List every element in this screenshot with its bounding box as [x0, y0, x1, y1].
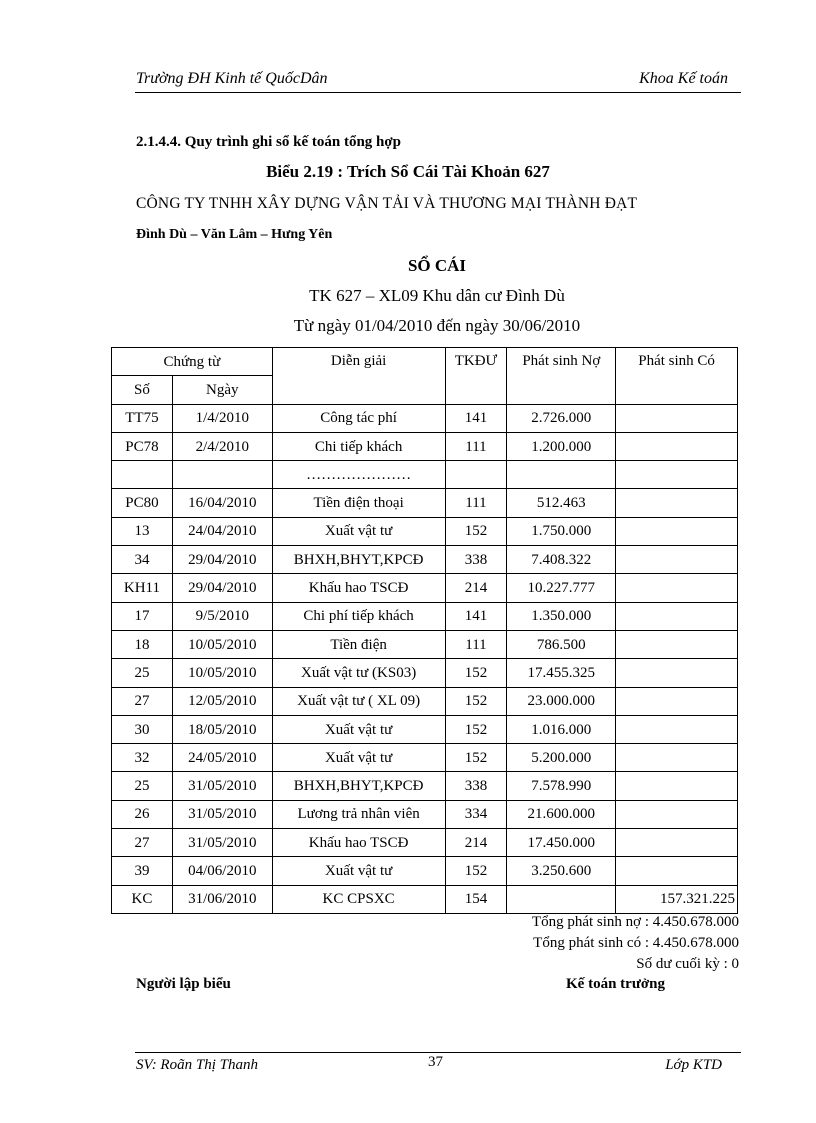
header-number: Số — [112, 376, 173, 404]
cell-credit — [616, 574, 738, 602]
cell-number: 17 — [112, 602, 173, 630]
cell-number: 34 — [112, 546, 173, 574]
cell-credit — [616, 744, 738, 772]
table-row — [112, 772, 738, 800]
cell-date: 24/04/2010 — [172, 517, 272, 545]
cell-debit: 17.455.325 — [507, 659, 616, 687]
cell-debit: 2.726.000 — [507, 404, 616, 432]
table-row — [112, 546, 738, 574]
cell-credit — [616, 602, 738, 630]
header-voucher: Chứng từ — [112, 348, 273, 376]
ledger-body — [112, 404, 738, 913]
cell-description: Xuất vật tư — [272, 517, 445, 545]
cell-number: 39 — [112, 857, 173, 885]
total-debit: Tổng phát sinh nợ : 4.450.678.000 — [531, 914, 739, 930]
cell-description: Tiền điện — [272, 630, 445, 658]
cell-number: KH11 — [112, 574, 173, 602]
table-row — [112, 885, 738, 913]
cell-date: 31/05/2010 — [172, 800, 272, 828]
cell-date: 24/05/2010 — [172, 744, 272, 772]
table-row — [112, 489, 738, 517]
cell-description: Xuất vật tư — [272, 744, 445, 772]
cell-credit — [616, 432, 738, 460]
cell-account: 334 — [445, 800, 507, 828]
cell-number: 30 — [112, 715, 173, 743]
cell-description: Tiền điện thoại — [272, 489, 445, 517]
table-row — [112, 404, 738, 432]
table-row — [112, 687, 738, 715]
cell-credit — [616, 772, 738, 800]
figure-title: Biểu 2.19 : Trích Sổ Cái Tài Khoản 627 — [266, 162, 550, 181]
cell-account: 338 — [445, 546, 507, 574]
cell-debit: 1.200.000 — [507, 432, 616, 460]
table-row — [112, 630, 738, 658]
cell-credit — [616, 857, 738, 885]
cell-account: 338 — [445, 772, 507, 800]
cell-debit: 17.450.000 — [507, 829, 616, 857]
total-credit: Tổng phát sinh có : 4.450.678.000 — [533, 935, 739, 951]
cell-credit: 157.321.225 — [616, 885, 738, 913]
cell-number: 25 — [112, 772, 173, 800]
cell-date: 9/5/2010 — [172, 602, 272, 630]
cell-description: Chi phí tiếp khách — [272, 602, 445, 630]
cell-date: 16/04/2010 — [172, 489, 272, 517]
cell-debit: 786.500 — [507, 630, 616, 658]
cell-credit — [616, 800, 738, 828]
table-row — [112, 517, 738, 545]
cell-debit: 10.227.777 — [507, 574, 616, 602]
ending-balance: Số dư cuối kỳ : 0 — [636, 956, 739, 972]
footer-rule — [135, 1052, 741, 1053]
cell-description: Xuất vật tư ( XL 09) — [272, 687, 445, 715]
cell-debit: 1.350.000 — [507, 602, 616, 630]
cell-account: 141 — [445, 602, 507, 630]
ledger-title: SỔ CÁI — [407, 256, 467, 275]
cell-credit — [616, 659, 738, 687]
cell-account: 152 — [445, 857, 507, 885]
cell-debit: 1.016.000 — [507, 715, 616, 743]
header-description: Diễn giải — [272, 348, 445, 405]
cell-date — [172, 461, 272, 489]
cell-account: 152 — [445, 744, 507, 772]
cell-description: Lương trả nhân viên — [272, 800, 445, 828]
cell-credit — [616, 461, 738, 489]
table-row — [112, 800, 738, 828]
signature-chief-accountant: Kế toán trưởng — [566, 976, 665, 992]
table-row — [112, 715, 738, 743]
cell-credit — [616, 630, 738, 658]
cell-description: Khấu hao TSCĐ — [272, 829, 445, 857]
cell-credit — [616, 404, 738, 432]
cell-date: 29/04/2010 — [172, 546, 272, 574]
cell-account: 111 — [445, 432, 507, 460]
cell-credit — [616, 829, 738, 857]
cell-date: 04/06/2010 — [172, 857, 272, 885]
cell-number: 25 — [112, 659, 173, 687]
cell-account: 214 — [445, 574, 507, 602]
footer-class: Lớp KTD — [665, 1057, 722, 1073]
cell-number: 13 — [112, 517, 173, 545]
cell-account — [445, 461, 507, 489]
header-date: Ngày — [172, 376, 272, 404]
cell-credit — [616, 517, 738, 545]
header-credit: Phát sinh Có — [616, 348, 738, 405]
cell-debit — [507, 885, 616, 913]
cell-description: Công tác phí — [272, 404, 445, 432]
company-address: Đình Dù – Văn Lâm – Hưng Yên — [136, 227, 333, 242]
cell-description: Khấu hao TSCĐ — [272, 574, 445, 602]
cell-date: 2/4/2010 — [172, 432, 272, 460]
ledger-table — [111, 347, 738, 914]
header-debit: Phát sinh Nợ — [507, 348, 616, 405]
table-row — [112, 574, 738, 602]
company-name: CÔNG TY TNHH XÂY DỰNG VẬN TẢI VÀ THƯƠNG MẠI THÀNH ĐẠT — [136, 195, 638, 212]
cell-description: KC CPSXC — [272, 885, 445, 913]
cell-account: 152 — [445, 659, 507, 687]
cell-date: 18/05/2010 — [172, 715, 272, 743]
cell-number: 18 — [112, 630, 173, 658]
cell-number: KC — [112, 885, 173, 913]
cell-account: 154 — [445, 885, 507, 913]
cell-debit: 21.600.000 — [507, 800, 616, 828]
table-row — [112, 432, 738, 460]
cell-credit — [616, 715, 738, 743]
table-row — [112, 744, 738, 772]
period-line: Từ ngày 01/04/2010 đến ngày 30/06/2010 — [293, 316, 581, 335]
table-row — [112, 857, 738, 885]
account-line: TK 627 – XL09 Khu dân cư Đình Dù — [309, 286, 565, 305]
cell-description: BHXH,BHYT,KPCĐ — [272, 546, 445, 574]
cell-debit: 3.250.600 — [507, 857, 616, 885]
cell-date: 29/04/2010 — [172, 574, 272, 602]
cell-date: 12/05/2010 — [172, 687, 272, 715]
cell-number: 32 — [112, 744, 173, 772]
cell-debit: 5.200.000 — [507, 744, 616, 772]
cell-debit: 1.750.000 — [507, 517, 616, 545]
cell-debit — [507, 461, 616, 489]
cell-debit: 7.408.322 — [507, 546, 616, 574]
cell-debit: 7.578.990 — [507, 772, 616, 800]
signature-preparer: Người lập biểu — [136, 976, 231, 992]
cell-credit — [616, 489, 738, 517]
cell-number: 27 — [112, 829, 173, 857]
cell-description: BHXH,BHYT,KPCĐ — [272, 772, 445, 800]
cell-description: ………………… — [272, 461, 445, 489]
cell-account: 214 — [445, 829, 507, 857]
section-title: 2.1.4.4. Quy trình ghi sổ kế toán tổng hợp — [136, 134, 402, 150]
cell-credit — [616, 546, 738, 574]
table-row — [112, 829, 738, 857]
cell-number: 26 — [112, 800, 173, 828]
table-row — [112, 659, 738, 687]
cell-account: 141 — [445, 404, 507, 432]
cell-date: 31/05/2010 — [172, 772, 272, 800]
cell-description: Xuất vật tư — [272, 715, 445, 743]
cell-number: PC78 — [112, 432, 173, 460]
header-account: TKĐƯ — [445, 348, 507, 405]
cell-account: 111 — [445, 489, 507, 517]
cell-description: Xuất vật tư — [272, 857, 445, 885]
cell-debit: 23.000.000 — [507, 687, 616, 715]
cell-number: 27 — [112, 687, 173, 715]
table-row — [112, 602, 738, 630]
cell-date: 1/4/2010 — [172, 404, 272, 432]
cell-date: 10/05/2010 — [172, 659, 272, 687]
table-row — [112, 461, 738, 489]
page-number: 37 — [428, 1054, 443, 1070]
cell-account: 111 — [445, 630, 507, 658]
header-school: Trường ĐH Kinh tế QuốcDân — [136, 70, 328, 87]
cell-date: 10/05/2010 — [172, 630, 272, 658]
cell-account: 152 — [445, 517, 507, 545]
cell-number — [112, 461, 173, 489]
cell-credit — [616, 687, 738, 715]
cell-description: Chi tiếp khách — [272, 432, 445, 460]
cell-account: 152 — [445, 687, 507, 715]
cell-number: PC80 — [112, 489, 173, 517]
footer-student: SV: Roãn Thị Thanh — [136, 1057, 258, 1073]
cell-number: TT75 — [112, 404, 173, 432]
header-rule — [135, 92, 741, 93]
cell-date: 31/05/2010 — [172, 829, 272, 857]
cell-description: Xuất vật tư (KS03) — [272, 659, 445, 687]
header-department: Khoa Kế toán — [639, 70, 728, 87]
cell-debit: 512.463 — [507, 489, 616, 517]
cell-date: 31/06/2010 — [172, 885, 272, 913]
cell-account: 152 — [445, 715, 507, 743]
